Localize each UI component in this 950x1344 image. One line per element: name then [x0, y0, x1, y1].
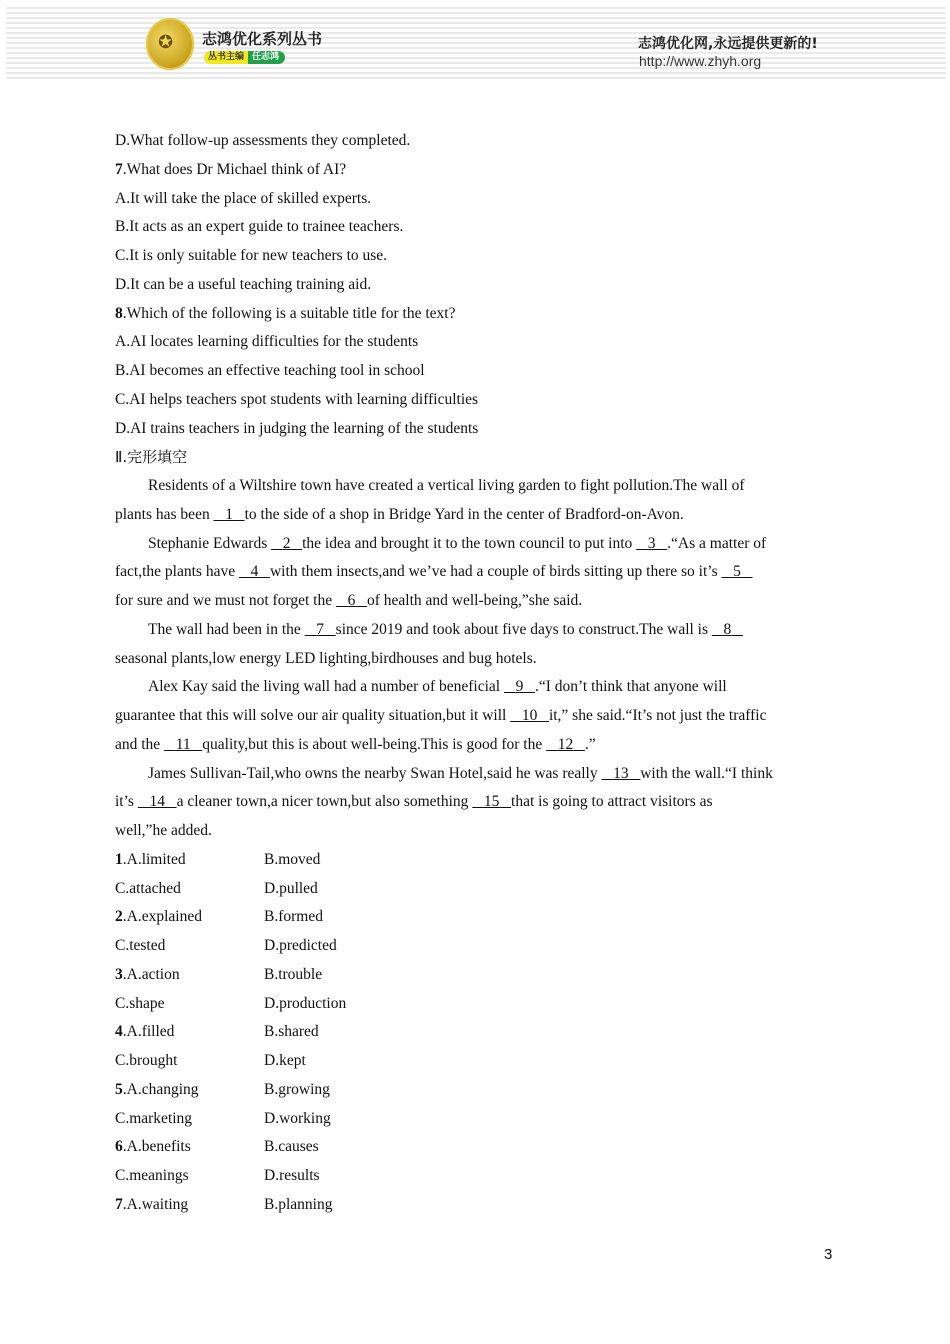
blank-15	[472, 793, 511, 810]
option-left	[115, 1162, 264, 1191]
badge-label: 丛书主编	[204, 51, 248, 64]
text-segment: Residents of a Wiltshire town have created a vertical living garden to fight pollution.The wall of	[148, 477, 745, 494]
option-text: C.tested	[115, 937, 166, 954]
text-segment: C.AI helps teachers spot students with learning difficulties	[115, 390, 479, 408]
question-number: 6	[115, 1138, 123, 1156]
editor-badge	[204, 51, 285, 64]
option-left	[115, 1047, 264, 1076]
option-text: .A.action	[122, 965, 180, 983]
blank-3	[636, 535, 667, 552]
text-line	[115, 386, 845, 415]
blank-number: 13	[613, 764, 629, 782]
text-segment: .Which of the following is a suitable title for the text?	[122, 304, 456, 322]
blank-number: 8	[723, 620, 732, 638]
blank-5	[722, 563, 753, 580]
option-left	[115, 1076, 264, 1105]
question-number: 1	[115, 850, 123, 868]
text-segment: it,” she said.“It’s not just the traffic	[548, 707, 767, 724]
blank-10	[510, 707, 549, 724]
option-row	[115, 1047, 845, 1076]
blank-number: 9	[515, 678, 524, 696]
text-segment: .What does Dr Michael think of AI?	[122, 160, 347, 178]
question-number: 7	[115, 1195, 123, 1213]
text-segment: quality,but this is about well-being.This is good for the	[202, 735, 547, 753]
text-segment: since 2019 and took about five days to construct.The wall is	[335, 620, 712, 638]
option-right: B.moved	[264, 850, 321, 868]
option-row	[115, 961, 845, 990]
text-segment: plants has been	[115, 505, 214, 523]
text-segment: The wall had been in the	[148, 620, 305, 638]
text-segment: it’s	[115, 793, 138, 811]
text-segment: A.It will take the place of skilled experts.	[115, 189, 372, 207]
text-segment: Stephanie Edwards	[148, 534, 272, 552]
option-row	[115, 1133, 845, 1162]
text-line	[115, 616, 845, 645]
option-left	[115, 1018, 264, 1047]
text-line	[115, 472, 845, 501]
question-number: 4	[115, 1023, 123, 1041]
text-line	[115, 788, 845, 817]
option-right: D.production	[264, 994, 347, 1012]
option-right: B.shared	[264, 1023, 319, 1041]
text-line	[115, 415, 845, 444]
series-title: 志鸿优化系列丛书	[202, 30, 323, 48]
text-line	[115, 328, 845, 357]
page-header	[6, 4, 946, 80]
text-segment: Ⅱ.完形填空	[115, 448, 188, 467]
question-number: 8	[115, 304, 123, 322]
text-segment: fact,the plants have	[115, 563, 239, 581]
text-line	[115, 702, 845, 731]
blank-11	[164, 736, 202, 753]
page-number: 3	[824, 1246, 833, 1263]
blank-number: 14	[149, 793, 165, 811]
option-right: B.growing	[264, 1080, 330, 1098]
option-right: D.kept	[264, 1052, 306, 1069]
text-line	[115, 760, 845, 789]
text-segment: with them insects,and we’ve had a couple of birds sitting up there so it’s	[269, 563, 722, 581]
option-row	[115, 1018, 845, 1047]
option-left	[115, 903, 264, 932]
option-left	[115, 875, 264, 904]
option-right: D.pulled	[264, 879, 318, 897]
option-text: C.shape	[115, 994, 165, 1012]
option-left	[115, 1105, 264, 1134]
option-left	[115, 961, 264, 990]
blank-13	[601, 765, 640, 782]
option-text: .A.explained	[122, 908, 202, 926]
publisher-logo-icon: ✪	[146, 18, 194, 70]
option-row	[115, 932, 845, 961]
option-text: C.attached	[115, 879, 181, 897]
text-line	[115, 213, 845, 242]
option-text: C.brought	[115, 1052, 178, 1069]
text-line	[115, 501, 845, 530]
blank-number: 3	[647, 534, 656, 552]
blank-12	[546, 736, 585, 753]
option-right: B.trouble	[264, 965, 323, 983]
option-text: .A.limited	[122, 850, 186, 868]
blank-14	[138, 793, 177, 810]
text-segment: of health and well-being,”she said.	[366, 592, 583, 609]
option-left	[115, 1133, 264, 1162]
text-segment: D.AI trains teachers in judging the learning of the students	[115, 419, 479, 437]
option-text: C.meanings	[115, 1167, 189, 1184]
text-segment: A.AI locates learning difficulties for the students	[115, 333, 419, 351]
option-row	[115, 990, 845, 1019]
text-segment: a cleaner town,a nicer town,but also something	[176, 793, 473, 811]
option-row	[115, 903, 845, 932]
blank-number: 5	[733, 563, 741, 581]
text-line	[115, 558, 845, 587]
question-number: 3	[115, 965, 123, 983]
text-segment: Alex Kay said the living wall had a number of beneficial	[148, 678, 504, 696]
text-line	[115, 587, 845, 616]
option-left	[115, 1191, 264, 1220]
text-line	[115, 817, 845, 846]
text-segment: B.AI becomes an effective teaching tool in school	[115, 362, 425, 379]
text-line	[115, 530, 845, 559]
question-number: 5	[115, 1080, 123, 1098]
option-row	[115, 1076, 845, 1105]
text-segment: B.It acts as an expert guide to trainee teachers.	[115, 218, 404, 236]
header-url[interactable]: http://www.zhyh.org	[639, 53, 762, 69]
option-row	[115, 1105, 845, 1134]
text-segment: and the	[115, 735, 165, 753]
text-line	[115, 357, 845, 386]
blank-number: 10	[521, 707, 538, 724]
blank-number: 1	[225, 505, 233, 523]
text-line	[115, 645, 845, 674]
blank-8	[712, 621, 743, 638]
option-row	[115, 846, 845, 875]
text-segment: well,”he added.	[115, 822, 212, 839]
text-line	[115, 242, 845, 271]
option-left	[115, 932, 264, 961]
text-line	[115, 443, 845, 472]
text-segment: D.It can be a useful teaching training aid.	[115, 275, 372, 293]
option-row	[115, 1191, 845, 1220]
blank-number: 4	[250, 563, 259, 581]
text-segment: James Sullivan-Tail,who owns the nearby Swan Hotel,said he was really	[148, 764, 602, 782]
option-right: D.predicted	[264, 937, 337, 954]
text-segment: C.It is only suitable for new teachers to use.	[115, 247, 388, 264]
text-line	[115, 731, 845, 760]
text-line	[115, 185, 845, 214]
option-row	[115, 1162, 845, 1191]
text-segment: that is going to attract visitors as	[511, 793, 713, 811]
text-segment: seasonal plants,low energy LED lighting,birdhouses and bug hotels.	[115, 649, 537, 667]
blank-number: 15	[483, 793, 500, 811]
blank-number: 2	[282, 534, 291, 552]
blank-number: 12	[557, 735, 574, 753]
text-line	[115, 156, 845, 185]
option-text: .A.changing	[122, 1080, 199, 1098]
text-line	[115, 271, 845, 300]
blank-6	[336, 592, 367, 609]
blank-number: 6	[347, 592, 356, 609]
blank-number: 7	[316, 620, 325, 638]
text-segment: guarantee that this will solve our air quality situation,but it will	[115, 707, 511, 724]
text-segment: .”	[584, 735, 596, 753]
text-segment: .“I don’t think that anyone will	[534, 678, 727, 696]
blank-9	[504, 678, 535, 695]
text-line	[115, 127, 845, 156]
option-text: C.marketing	[115, 1109, 193, 1127]
text-segment: .“As a matter of	[667, 534, 767, 552]
option-text: .A.waiting	[122, 1195, 189, 1213]
text-segment: the idea and brought it to the town council to put into	[302, 534, 637, 552]
text-segment: with the wall.“I think	[640, 764, 773, 782]
text-segment: to the side of a shop in Bridge Yard in the center of Bradford-on-Avon.	[244, 505, 684, 523]
option-row	[115, 875, 845, 904]
blank-1	[214, 506, 245, 523]
option-left	[115, 990, 264, 1019]
question-number: 7	[115, 160, 123, 178]
text-line	[115, 673, 845, 702]
text-segment: for sure and we must not forget the	[115, 592, 336, 609]
text-line	[115, 300, 845, 329]
option-right: D.results	[264, 1167, 320, 1184]
option-text: .A.filled	[122, 1023, 175, 1041]
blank-number: 11	[175, 735, 191, 753]
option-right: B.causes	[264, 1138, 319, 1156]
badge-editor-name: 任志鸿	[248, 51, 285, 64]
blank-7	[305, 621, 336, 638]
option-left	[115, 846, 264, 875]
option-right: B.formed	[264, 908, 323, 926]
text-segment: D.What follow-up assessments they completed.	[115, 132, 411, 149]
option-right: B.planning	[264, 1195, 333, 1213]
header-slogan: 志鸿优化网,永远提供更新的!	[638, 36, 818, 52]
blank-2	[271, 535, 302, 552]
question-number: 2	[115, 908, 123, 926]
document-body	[115, 127, 845, 1220]
blank-4	[239, 563, 270, 580]
option-right: D.working	[264, 1109, 331, 1127]
option-text: .A.benefits	[122, 1138, 191, 1156]
